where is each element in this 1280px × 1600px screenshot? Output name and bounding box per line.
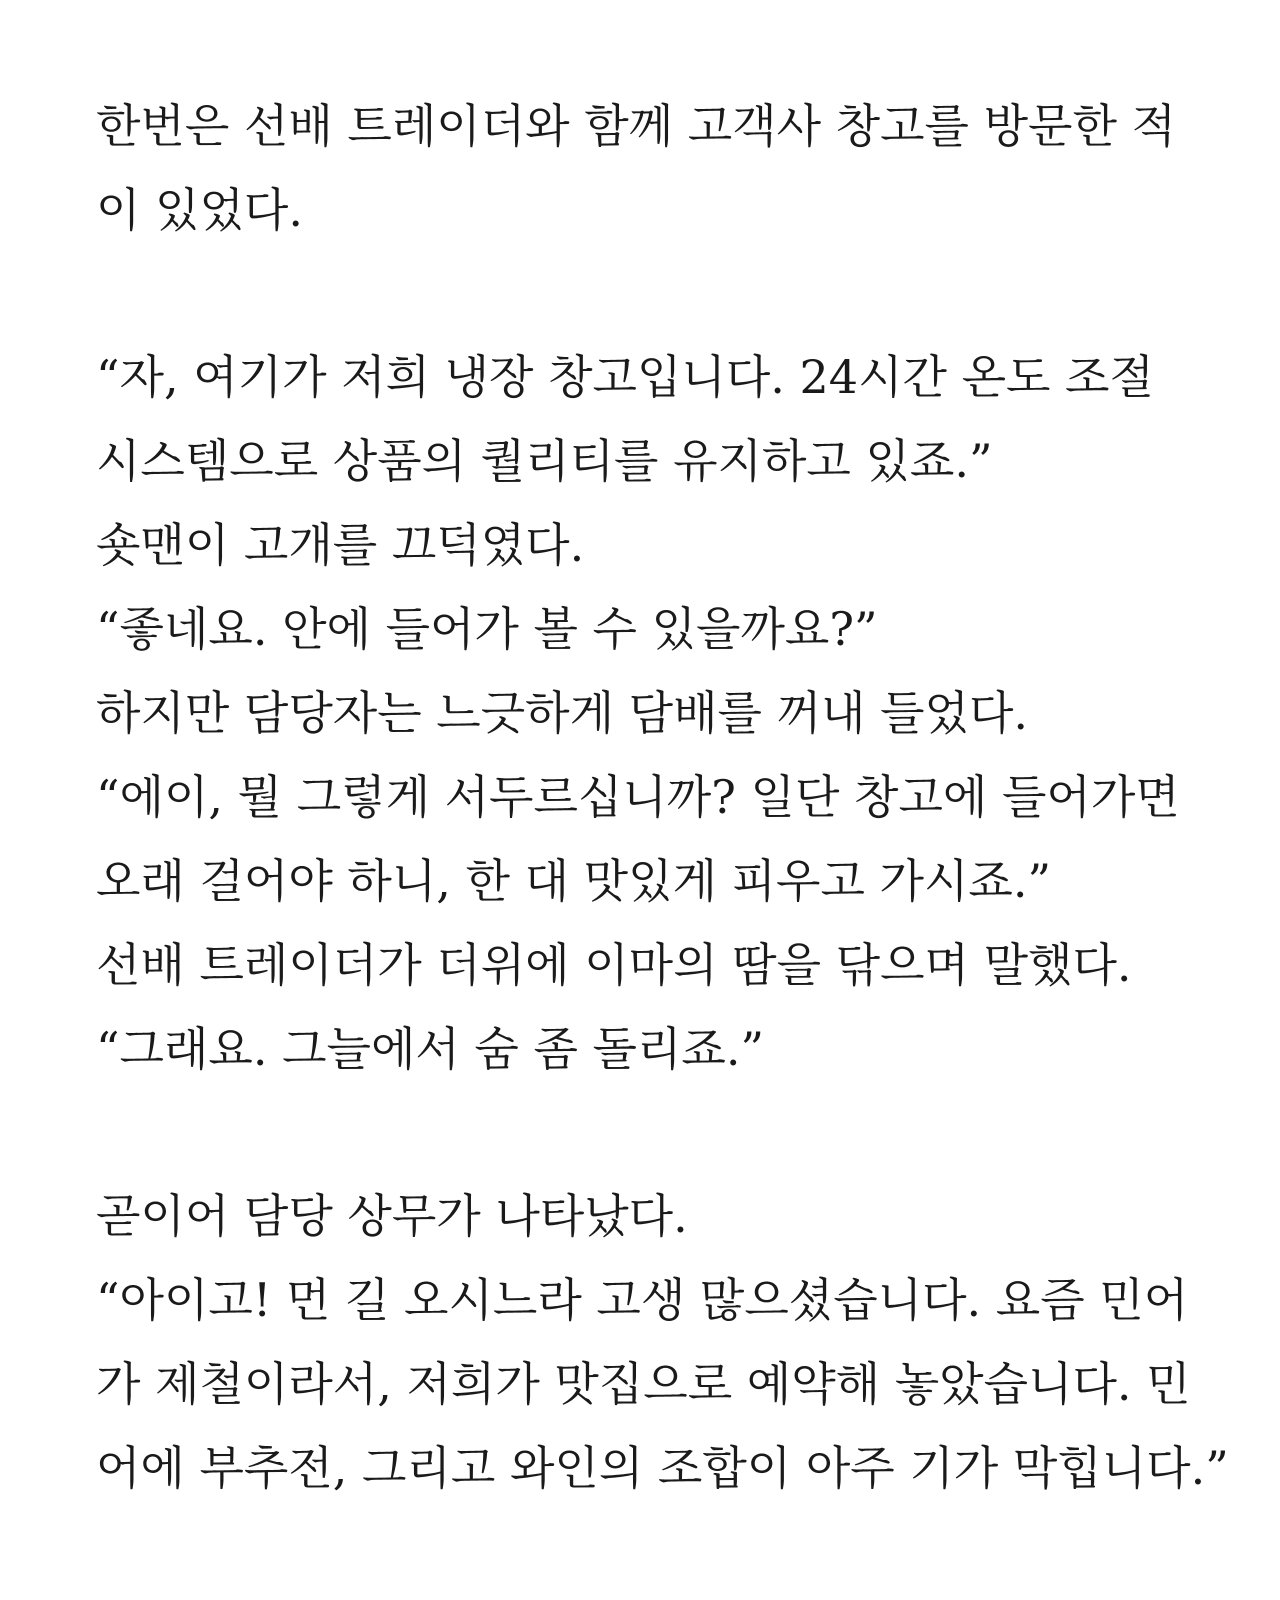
text-line: “그래요. 그늘에서 숨 좀 돌리죠.”	[96, 1022, 764, 1076]
paragraph	[96, 84, 1196, 252]
text-line: 하지만 담당자는 느긋하게 담배를 꺼내 들었다.	[96, 686, 1029, 740]
paragraph-gap	[96, 252, 1196, 335]
text-line: 시스템으로 상품의 퀄리티를 유지하고 있죠.”	[96, 434, 993, 488]
text-line: “자, 여기가 저희 냉장 창고입니다. 24시간 온도 조절	[96, 350, 1154, 404]
text-line: 어에 부추전, 그리고 와인의 조합이 아주 기가 막힙니다.”	[96, 1441, 1229, 1495]
text-line: 가 제철이라서, 저희가 맛집으로 예약해 놓았습니다. 민	[96, 1357, 1191, 1411]
text-line: 오래 걸어야 하니, 한 대 맛있게 피우고 가시죠.”	[96, 854, 1051, 908]
text-line: 선배 트레이더가 더위에 이마의 땀을 닦으며 말했다.	[96, 938, 1132, 992]
text-line: 이 있었다.	[96, 183, 303, 237]
paragraph-gap	[96, 1091, 1196, 1174]
text-line: 곧이어 담당 상무가 나타났다.	[96, 1189, 688, 1243]
text-line: 한번은 선배 트레이더와 함께 고객사 창고를 방문한 적	[96, 99, 1176, 153]
paragraph	[96, 1174, 1229, 1510]
text-line: “에이, 뭘 그렇게 서두르십니까? 일단 창고에 들어가면	[96, 770, 1180, 824]
text-line: 숏맨이 고개를 끄덕였다.	[96, 518, 585, 572]
text-line: “아이고! 먼 길 오시느라 고생 많으셨습니다. 요즘 민어	[96, 1273, 1189, 1327]
document-body	[96, 84, 1229, 1510]
text-line: “좋네요. 안에 들어가 볼 수 있을까요?”	[96, 602, 878, 656]
paragraph	[96, 335, 1196, 1091]
